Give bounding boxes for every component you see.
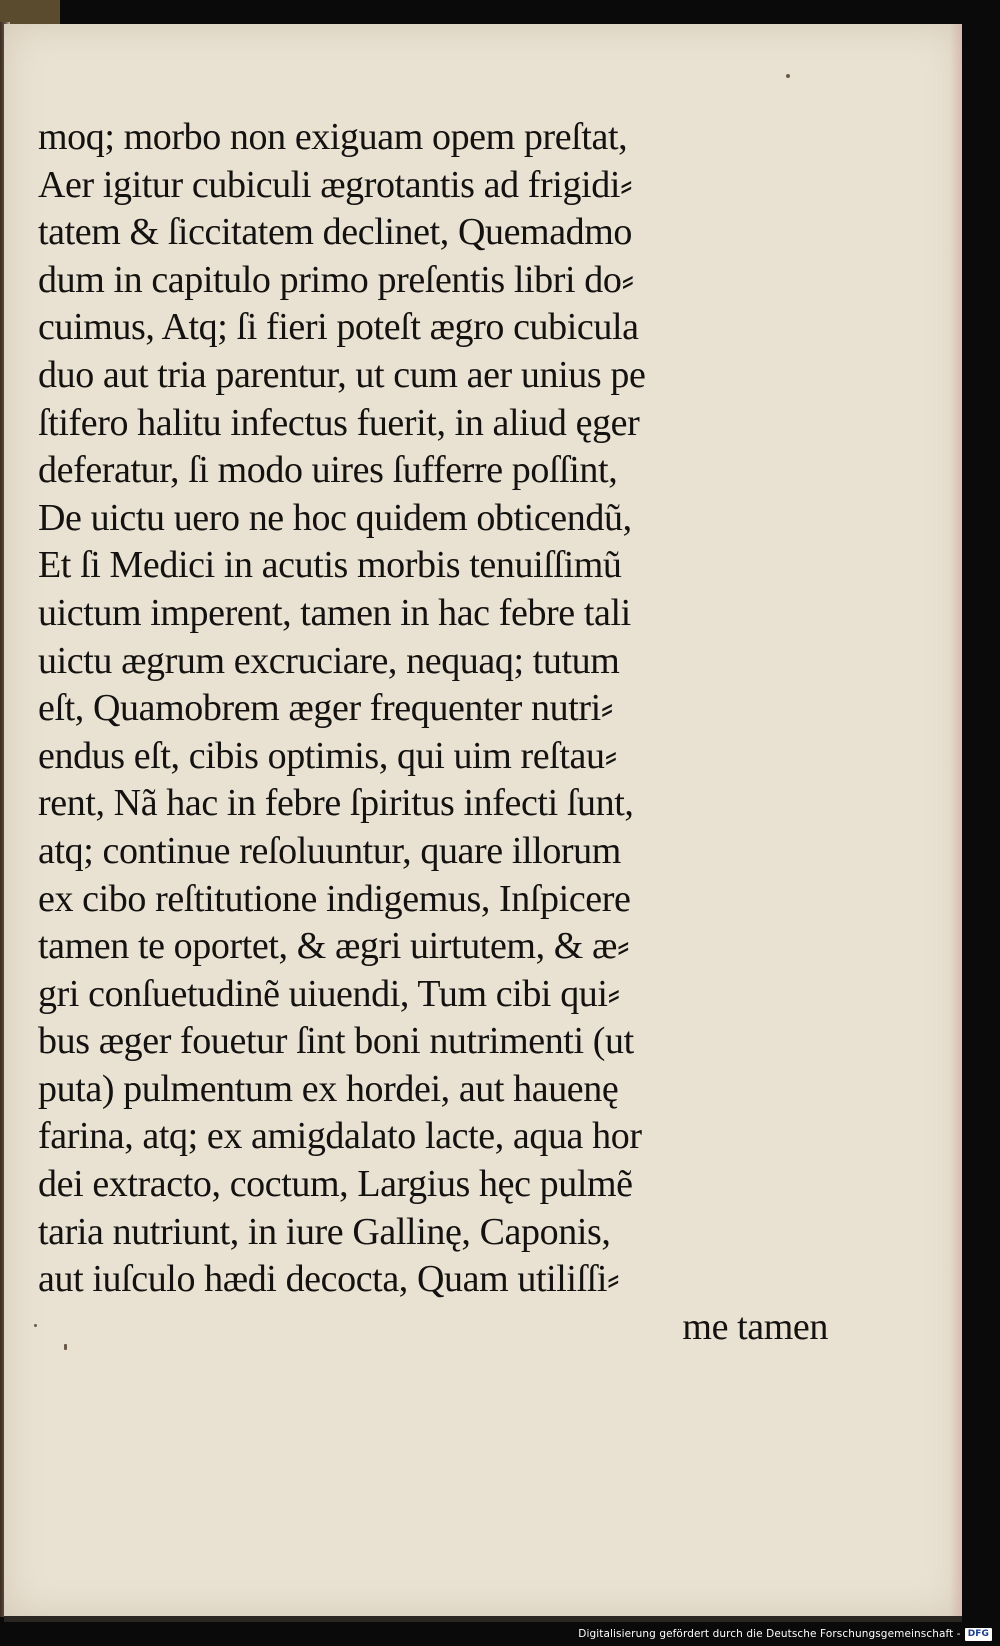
text-line: duo aut tria parentur, ut cum aer unius pe [38, 353, 646, 396]
text-line: moq; morbo non exiguam opem preſtat, [38, 116, 628, 158]
ink-speck [786, 74, 790, 78]
text-line: dei extracto, coctum, Largius hęc pulmẽ [38, 1163, 633, 1206]
text-line: dum in capitulo primo preſentis libri do⸗ [38, 258, 634, 301]
credit-text: Digitalisierung gefördert durch die Deutsche Forschungsgemeinschaft - [578, 1628, 961, 1640]
text-line: Et ſi Medici in acutis morbis tenuiſſimũ [38, 544, 622, 587]
text-line: ex cibo reſtitutione indigemus, Inſpicere [38, 877, 631, 920]
text-line: endus eſt, cibis optimis, qui uim reſtau⸗ [38, 734, 617, 777]
text-line: deferatur, ſi modo uires ſufferre poſſint, [38, 449, 618, 492]
text-line: eſt, Quamobrem æger frequenter nutri⸗ [38, 687, 614, 730]
text-line: ſtifero halitu infectus fuerit, in aliud ęger [38, 401, 640, 444]
catchword: me tamen [682, 1305, 828, 1348]
text-line: farina, atq; ex amigdalato lacte, aqua hor [38, 1115, 642, 1158]
text-line: atq; continue reſoluuntur, quare illorum [38, 829, 621, 872]
text-line: puta) pulmentum ex hordei, aut hauenę [38, 1067, 619, 1110]
text-line: aut iuſculo hædi decocta, Quam utiliſſi⸗ [38, 1258, 620, 1301]
text-line: bus æger fouetur ſint boni nutrimenti (ut [38, 1020, 634, 1063]
page-text [38, 114, 828, 1351]
text-line: uictum imperent, tamen in hac febre tali [38, 591, 631, 634]
text-line: Aer igitur cubiculi ægrotantis ad frigidi⸗ [38, 163, 633, 206]
text-line: rent, Nã hac in febre ſpiritus infecti ſunt, [38, 782, 634, 825]
text-line: gri conſuetudinẽ uiuendi, Tum cibi qui⸗ [38, 972, 620, 1015]
dfg-logo-icon: DFG [965, 1628, 992, 1641]
text-line: De uictu uero ne hoc quidem obticendũ, [38, 496, 632, 539]
text-line: tatem & ſiccitatem declinet, Quemadmo [38, 211, 633, 254]
text-line: cuimus, Atq; ſi fieri poteſt ægro cubicula [38, 306, 639, 349]
book-page [4, 24, 962, 1616]
text-line: uictu ægrum excruciare, nequaq; tutum [38, 639, 620, 682]
text-line: taria nutriunt, in iure Gallinę, Caponis, [38, 1210, 611, 1253]
page-bottom-edge [4, 1616, 962, 1622]
digitization-credit [578, 1626, 992, 1642]
ink-speck [34, 1324, 37, 1327]
text-line: tamen te oportet, & ægri uirtutem, & æ⸗ [38, 925, 630, 968]
